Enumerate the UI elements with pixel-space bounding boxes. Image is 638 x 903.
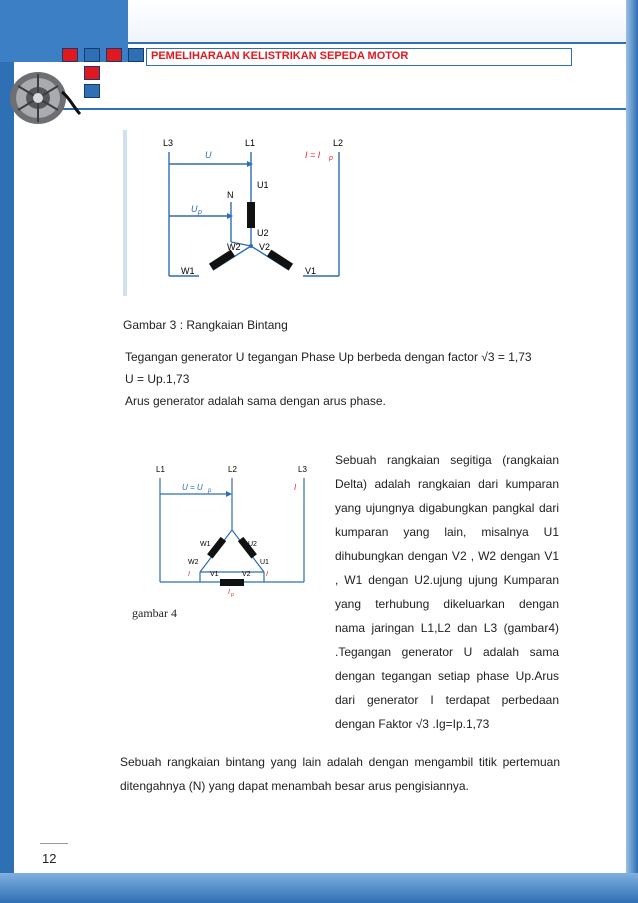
text-line: U = Up.1,73: [125, 372, 190, 386]
label-u1: U1: [260, 559, 269, 566]
alternator-logo-icon: [4, 62, 84, 130]
bottom-paragraph: Sebuah rangkaian bintang yang lain adalah dengan mengambil titik pertemuan ditengahnya (N) yang dapat menambah besar arus pengisiannya.: [120, 755, 560, 793]
page-number-rule: [40, 843, 68, 844]
page-frame-left: [0, 0, 14, 903]
label-l3: L3: [163, 138, 174, 148]
label-l3: L3: [298, 465, 307, 474]
header-title-box: [146, 48, 572, 66]
label-i-equals: I = I: [305, 150, 321, 160]
label-l2: L2: [228, 465, 237, 474]
label-w2: W2: [227, 242, 241, 252]
label-v2: V2: [242, 571, 251, 578]
delta-circuit-figure: [148, 460, 318, 600]
star-voltage-text: [125, 346, 532, 412]
decor-square-blue: [128, 48, 144, 62]
label-u: U: [205, 150, 212, 160]
label-ip-sub: p: [231, 592, 234, 598]
label-w1: W1: [181, 266, 195, 276]
label-w1: W1: [200, 541, 211, 548]
label-v1: V1: [210, 571, 219, 578]
page-number: 12: [42, 851, 57, 866]
label-l2: L2: [333, 138, 344, 148]
delta-paragraph: Sebuah rangkaian segitiga (rangkaian Delta) adalah rangkaian dari kumparan yang ujungnya digabungkan pangkal dari kumparan yang lain, misalnya U1 dihubungkan dengan V2 , W2 dengan V1 , W1 dengan U2.ujung ujung Kumparan yang terhubung dikeluarkan dengan nama jaringan L1,L2 dan L3 (gambar4) .Tegangan generator U adalah sama dengan tegangan setiap phase Up.Arus dari generator I terdapat perbedaan dengan Faktor √3 .Ig=Ip.1,73: [335, 453, 559, 731]
label-u1: U1: [257, 180, 269, 190]
label-i-sub: p: [329, 155, 333, 162]
label-u-equals: U = U: [182, 483, 203, 492]
decor-square-blue: [84, 48, 100, 62]
text-line: Tegangan generator U tegangan Phase Up berbeda dengan factor √3 = 1,73: [125, 350, 532, 364]
label-i: I: [294, 483, 297, 492]
label-ip-right: I: [266, 571, 268, 578]
label-ip-left: I: [188, 571, 190, 578]
label-u2: U2: [248, 541, 257, 548]
header-title: PEMELIHARAAN KELISTRIKAN SEPEDA MOTOR: [151, 50, 409, 62]
label-v1: V1: [305, 266, 317, 276]
decor-square-red: [84, 66, 100, 80]
text-line: Arus generator adalah sama dengan arus phase.: [125, 394, 386, 408]
header-rule: [14, 108, 626, 110]
label-l1: L1: [156, 465, 165, 474]
label-ip-bottom: I: [228, 589, 230, 596]
label-w2: W2: [188, 559, 199, 566]
decor-square-red: [62, 48, 78, 62]
page-frame-top: [128, 0, 638, 44]
figure3-caption: Gambar 3 : Rangkaian Bintang: [123, 318, 288, 332]
page-frame-bottom: [0, 873, 638, 903]
label-u-sub: p: [208, 488, 212, 494]
page-frame-right: [626, 0, 638, 903]
figure4-caption: gambar 4: [132, 606, 177, 620]
star-circuit-figure: [123, 128, 363, 300]
label-up: U: [191, 204, 198, 214]
label-n: N: [227, 190, 234, 200]
label-u2: U2: [257, 228, 269, 238]
label-l1: L1: [245, 138, 256, 148]
label-v2: V2: [259, 242, 271, 252]
decor-square-red: [106, 48, 122, 62]
label-up-sub: p: [198, 209, 202, 216]
decor-square-blue: [84, 84, 100, 98]
